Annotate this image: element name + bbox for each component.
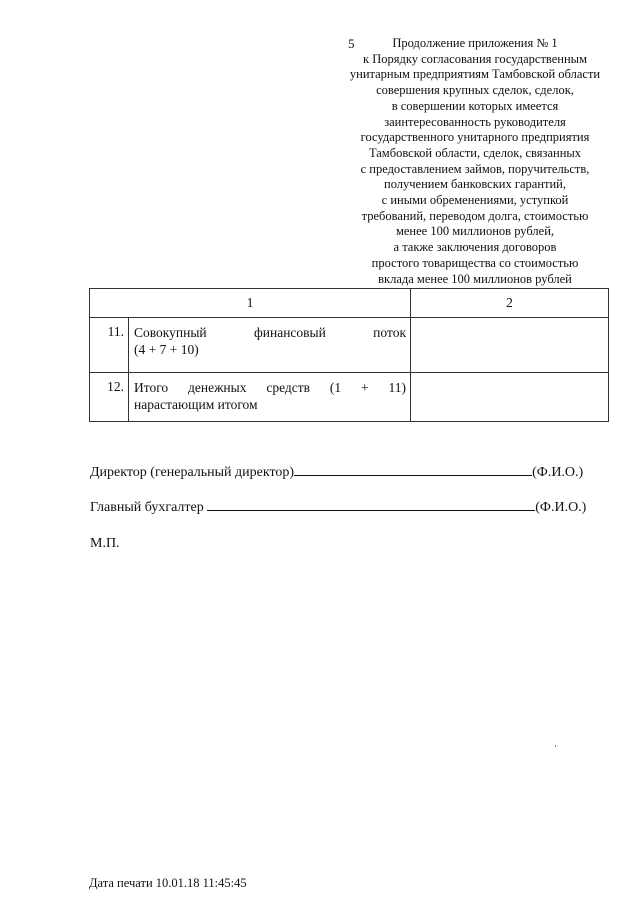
row-label-word: Итого [134, 380, 169, 395]
row-label-word: средств [266, 380, 311, 395]
stamp-placeholder: М.П. [90, 536, 120, 551]
heading-line: унитарным предприятиям Тамбовской области [349, 67, 601, 82]
heading-line: вклада менее 100 миллионов рублей [378, 271, 572, 286]
column-header-2: 2 [411, 289, 609, 318]
row-number: 11. [90, 318, 129, 373]
accountant-signature-line [90, 498, 586, 517]
heading-line: с иными обременениями, уступкой [381, 193, 569, 208]
row-label-word: (1 [329, 380, 342, 395]
row-label-justified-line [134, 324, 406, 341]
table-row [90, 373, 609, 422]
heading-line: Продолжение приложения № 1 [392, 36, 558, 50]
row-label-word: 11) [388, 380, 406, 395]
row-label-tail: (4 + 7 + 10) [134, 342, 199, 357]
table-row [90, 318, 609, 373]
accountant-label: Главный бухгалтер [90, 500, 204, 515]
print-date: Дата печати 10.01.18 11:45:45 [89, 876, 247, 890]
accountant-signature-blank [207, 498, 535, 511]
scan-artifact [555, 745, 556, 747]
accountant-name-hint: (Ф.И.О.) [535, 500, 587, 515]
row-label-word: Совокупный [134, 325, 207, 340]
appendix-heading [330, 36, 620, 287]
heading-line: менее 100 миллионов рублей, [395, 224, 555, 239]
director-signature-blank [294, 463, 532, 476]
heading-line: Тамбовской области, сделок, связанных [368, 145, 582, 160]
financial-flow-table [89, 288, 609, 422]
row-label-word: денежных [188, 380, 247, 395]
heading-line: заинтересованность руководителя [384, 114, 566, 129]
row-label [129, 318, 411, 373]
heading-line: требований, переводом долга, стоимостью [361, 208, 589, 223]
row-label-word: поток [373, 325, 406, 340]
table-header-row [90, 289, 609, 318]
row-value [411, 373, 609, 422]
row-label-word: финансовый [254, 325, 326, 340]
heading-line: с предоставлением займов, поручительств, [360, 161, 590, 176]
heading-line: а также заключения договоров [393, 240, 557, 255]
director-label: Директор (генеральный директор) [90, 465, 295, 480]
director-signature-line [90, 463, 583, 482]
heading-line: государственного унитарного предприятия [360, 130, 590, 145]
row-label-word: + [361, 380, 369, 395]
page-number: 5 [348, 36, 355, 51]
heading-line: к Порядку согласования государственным [363, 51, 587, 66]
director-name-hint: (Ф.И.О.) [532, 465, 584, 480]
heading-line: простого товарищества со стоимостью [371, 255, 579, 270]
row-label-tail: нарастающим итогом [134, 397, 258, 412]
row-value [411, 318, 609, 373]
column-header-1: 1 [90, 289, 411, 318]
heading-line: совершения крупных сделок, сделок, [376, 83, 574, 98]
heading-line: в совершении которых имеется [391, 98, 559, 113]
row-number: 12. [90, 373, 129, 422]
row-label [129, 373, 411, 422]
row-label-justified-line [134, 379, 406, 396]
heading-line: получением банковских гарантий, [384, 177, 566, 192]
